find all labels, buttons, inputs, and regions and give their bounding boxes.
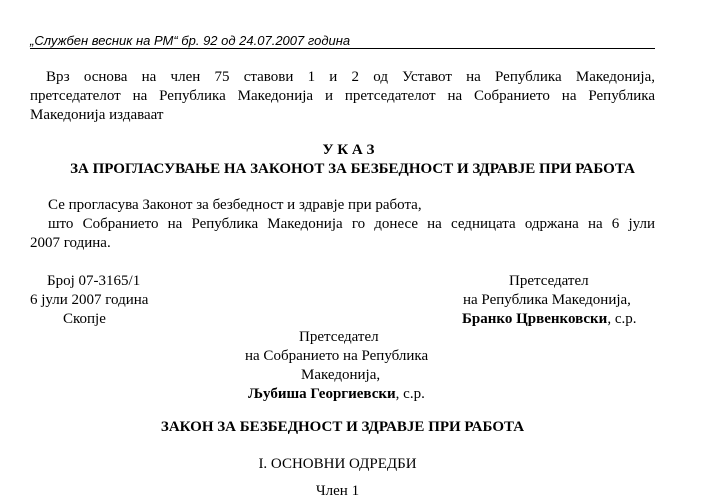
article-heading: Член 1 xyxy=(315,483,360,499)
preamble-line-3: Македонија издаваат xyxy=(30,107,164,123)
assembly-president-signature xyxy=(248,385,425,404)
assembly-president-name: Љубиша Георгиевски xyxy=(248,386,396,402)
preamble-paragraph xyxy=(30,68,655,125)
president-signature xyxy=(462,310,636,329)
president-title: Претседател xyxy=(509,273,589,289)
decree-place: Скопје xyxy=(63,311,106,327)
decree-body-line-2: што Собранието на Република Македонија го донесе на седницата одржана на 6 јули xyxy=(48,216,655,232)
decree-subtitle: ЗА ПРОГЛАСУВАЊЕ НА ЗАКОНОТ ЗА БЕЗБЕДНОСТ И ЗДРАВЈЕ ПРИ РАБОТА xyxy=(70,161,635,177)
preamble-line-1: Врз основа на член 75 ставови 1 и 2 од Уставот на Република Македонија, xyxy=(46,69,655,85)
assembly-president-title: Претседател xyxy=(299,329,379,345)
decree-body-line-3: 2007 година. xyxy=(30,235,111,251)
president-name: Бранко Црвенковски xyxy=(462,311,608,327)
section-heading: I. ОСНОВНИ ОДРЕДБИ xyxy=(258,456,417,472)
preamble-line-2: претседателот на Република Македонија и претседателот на Собранието на Република xyxy=(30,88,655,104)
decree-body xyxy=(30,196,655,253)
law-title: ЗАКОН ЗА БЕЗБЕДНОСТ И ЗДРАВЈЕ ПРИ РАБОТА xyxy=(160,419,525,435)
assembly-president-suffix: , с.р. xyxy=(395,386,425,402)
president-of: на Република Македонија, xyxy=(463,292,631,308)
president-suffix: , с.р. xyxy=(607,311,637,327)
decree-date: 6 јули 2007 година xyxy=(30,292,149,308)
decree-body-line-1: Се прогласува Законот за безбедност и здравје при работа, xyxy=(48,197,422,213)
assembly-of-line-1: на Собранието на Република xyxy=(245,348,429,364)
header-divider xyxy=(30,48,655,49)
decree-number: Број 07-3165/1 xyxy=(47,273,141,289)
gazette-header: „Службен весник на РМ“ бр. 92 од 24.07.2007 година xyxy=(30,33,351,48)
assembly-of-line-2: Македонија, xyxy=(301,367,381,383)
decree-title: У К А З xyxy=(322,142,375,158)
